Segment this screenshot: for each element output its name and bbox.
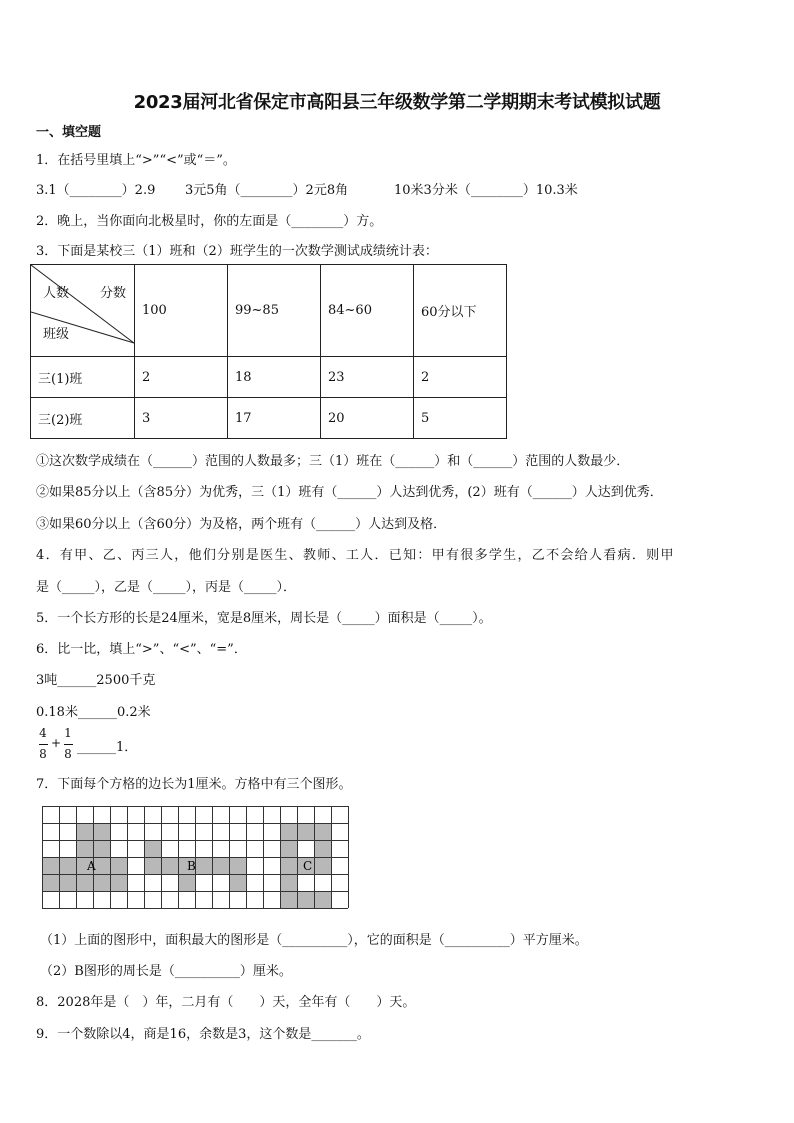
page-title: 2023届河北省保定市高阳县三年级数学第二学期期末考试模拟试题 [133, 92, 661, 113]
fraction-bar [64, 744, 73, 745]
q7-sub-2: （2）B图形的周长是（__________）厘米。 [40, 964, 292, 979]
table-cell: 2 [135, 357, 228, 398]
square-grid-figure [42, 806, 354, 912]
fraction-bar [39, 744, 48, 745]
q7-stem: 7．下面每个方格的边长为1厘米。方格中有三个图形。 [36, 777, 352, 792]
corner-people-label: 人数 [43, 286, 70, 301]
q6-item-2: 0.18米______0.2米 [36, 705, 151, 720]
table-cell: 5 [414, 398, 507, 439]
corner-score-label: 分数 [100, 286, 127, 301]
table-cell: 23 [321, 357, 414, 398]
q6-item-3-tail: ______1． [77, 740, 138, 755]
table-header-cell: 60分以下 [414, 265, 507, 357]
table-cell: 17 [228, 398, 321, 439]
q5-text: 5．一个长方形的长是24厘米，宽是8厘米，周长是（_____）面积是（_____）。 [36, 611, 492, 626]
table-header-cell: 84~60 [321, 265, 414, 357]
q1-stem: 1．在括号里填上“>”“<”或“＝”。 [36, 153, 236, 168]
shape-label-c: C [303, 859, 313, 873]
table-cell-class: 三(2)班 [31, 398, 135, 439]
q4-line-2: 是（_____），乙是（_____），丙是（_____）． [36, 580, 297, 595]
plus-sign: + [51, 736, 62, 750]
fraction-numerator: 1 [64, 726, 72, 740]
q3-sub-1: ①这次数学成绩在（______）范围的人数最多；三（1）班在（______）和（______）范围的人数最少． [36, 454, 630, 469]
table-header-cell: 100 [135, 265, 228, 357]
diagonal-header-cell [31, 265, 135, 357]
corner-class-label: 班级 [43, 327, 70, 342]
q3-stem: 3．下面是某校三（1）班和（2）班学生的一次数学测试成绩统计表： [36, 244, 438, 259]
q8-text: 8．2028年是（ ）年，二月有（ ）天，全年有（ ）天。 [36, 995, 416, 1010]
q1-item-2: 3元5角（________）2元8角 [185, 183, 349, 198]
table-cell: 18 [228, 357, 321, 398]
q4-line-1: 4．有甲、乙、丙三人，他们分别是医生、教师、工人．已知：甲有很多学生，乙不会给人看病．则甲 [36, 548, 675, 563]
table-cell-class: 三(1)班 [31, 357, 135, 398]
table-cell: 2 [414, 357, 507, 398]
fraction-denominator: 8 [39, 747, 47, 761]
q3-sub-3: ③如果60分以上（含60分）为及格，两个班有（______）人达到及格． [36, 517, 447, 532]
table-header-cell: 99~85 [228, 265, 321, 357]
shape-label-b: B [187, 859, 196, 873]
q6-item-1: 3吨______2500千克 [36, 673, 156, 688]
table-header-row [31, 265, 507, 357]
q1-item-1: 3.1（________）2.9 [36, 183, 156, 198]
q6-stem: 6．比一比，填上“>”、“<”、“=”． [36, 642, 247, 657]
q2-text: 2．晚上，当你面向北极星时，你的左面是（________）方。 [36, 214, 383, 229]
fraction-denominator: 8 [64, 747, 72, 761]
score-table [30, 264, 507, 439]
q1-item-3: 10米3分米（________）10.3米 [394, 183, 578, 198]
section-heading: 一、填空题 [36, 125, 102, 140]
shape-label-a: A [87, 859, 96, 873]
table-row [31, 398, 507, 439]
table-cell: 20 [321, 398, 414, 439]
table-row [31, 357, 507, 398]
fraction-numerator: 4 [39, 726, 47, 740]
table-cell: 3 [135, 398, 228, 439]
q9-text: 9．一个数除以4，商是16，余数是3，这个数是_______。 [36, 1027, 370, 1042]
q3-sub-2: ②如果85分以上（含85分）为优秀，三（1）班有（______）人达到优秀，(2）班有（______）人达到优秀． [36, 485, 663, 500]
q7-sub-1: （1）上面的图形中，面积最大的图形是（__________），它的面积是（__________）平方厘米。 [40, 933, 588, 948]
diagonal-lines [31, 265, 142, 357]
